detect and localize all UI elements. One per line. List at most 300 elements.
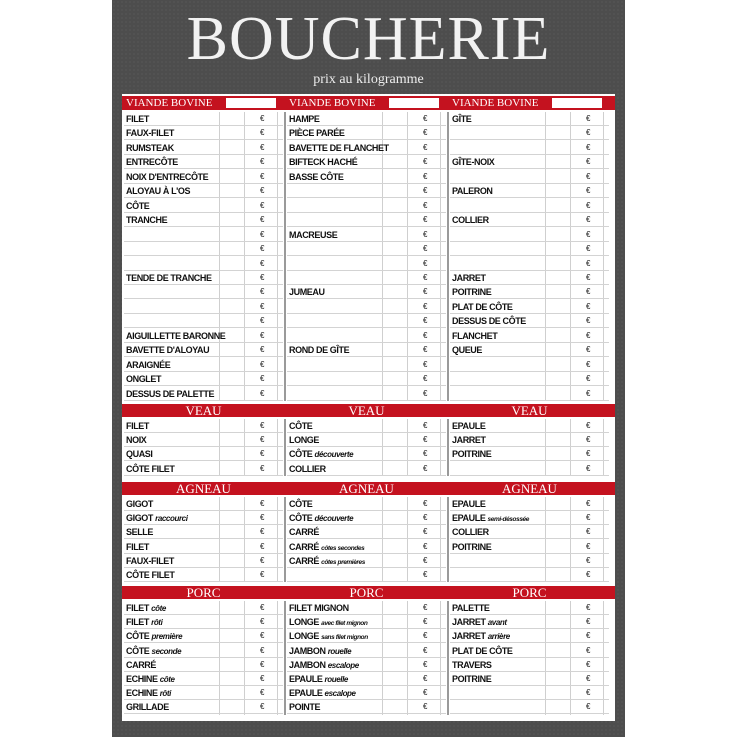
price-field[interactable]: [221, 112, 281, 125]
euro-sign: €: [260, 513, 265, 523]
price-field[interactable]: [221, 285, 281, 298]
cut-qualifier: rôti: [159, 689, 172, 699]
price-field[interactable]: [547, 419, 607, 432]
price-row: [450, 358, 609, 372]
column-divider: [284, 601, 286, 715]
euro-sign: €: [586, 374, 591, 384]
euro-sign: €: [423, 645, 428, 655]
column-divider: [284, 497, 286, 582]
cut-label: EPAULE: [452, 513, 486, 524]
cut-name: CÔTE: [126, 200, 150, 211]
price-row: [287, 314, 446, 328]
euro-sign: €: [423, 570, 428, 579]
cut-qualifier: arrière: [487, 632, 510, 642]
price-row: [450, 213, 609, 227]
price-field[interactable]: [221, 540, 281, 553]
price-field[interactable]: [384, 329, 444, 342]
price-field[interactable]: [384, 372, 444, 385]
chalkboard-poster: [112, 0, 625, 737]
price-field[interactable]: [547, 387, 607, 400]
euro-sign: €: [260, 570, 265, 579]
euro-sign: €: [586, 463, 591, 473]
price-field[interactable]: [384, 228, 444, 241]
price-field[interactable]: [221, 433, 281, 446]
price-field[interactable]: [221, 525, 281, 538]
price-field[interactable]: [221, 601, 281, 614]
price-row: [287, 433, 446, 447]
price-row: [287, 387, 446, 401]
price-row: [450, 568, 609, 582]
price-row: [450, 126, 609, 140]
cut-label: CÔTE: [289, 421, 313, 431]
price-field[interactable]: [547, 170, 607, 183]
euro-sign: €: [586, 570, 591, 579]
price-field[interactable]: [384, 700, 444, 713]
section-title: VEAU: [348, 403, 385, 418]
price-row: [287, 644, 446, 658]
price-field[interactable]: [547, 601, 607, 614]
price-row: [287, 184, 446, 198]
price-field[interactable]: [547, 447, 607, 460]
cut-label: POITRINE: [452, 449, 492, 460]
price-field[interactable]: [221, 462, 281, 475]
euro-sign: €: [260, 463, 265, 473]
price-field[interactable]: [221, 314, 281, 327]
price-field[interactable]: [547, 141, 607, 154]
price-field[interactable]: [384, 387, 444, 400]
price-field[interactable]: [384, 314, 444, 327]
price-field[interactable]: [384, 419, 444, 432]
price-field[interactable]: [384, 629, 444, 642]
price-field[interactable]: [221, 419, 281, 432]
price-row: [124, 155, 283, 169]
euro-sign: €: [260, 555, 265, 565]
price-field[interactable]: [547, 629, 607, 642]
price-row: [287, 525, 446, 539]
euro-sign: €: [423, 541, 428, 551]
price-row: [287, 497, 446, 511]
cut-name: [289, 463, 326, 475]
price-field[interactable]: [547, 511, 607, 524]
cut-qualifier: sans filet mignon: [321, 634, 368, 642]
price-field[interactable]: [384, 433, 444, 446]
price-table: [122, 94, 615, 721]
price-field[interactable]: [547, 271, 607, 284]
euro-sign: €: [586, 674, 591, 683]
price-field[interactable]: [221, 568, 281, 581]
cut-name: ONGLET: [126, 374, 162, 385]
cut-label: COLLIER: [289, 463, 326, 474]
cut-name: [126, 569, 175, 581]
cut-label: CARRÉ: [289, 541, 320, 552]
price-field[interactable]: [547, 184, 607, 197]
cut-name: BAVETTE DE FLANCHET: [289, 142, 389, 153]
price-row: [450, 644, 609, 658]
price-row: [287, 672, 446, 686]
price-field[interactable]: [384, 358, 444, 371]
price-field[interactable]: [221, 447, 281, 460]
price-row: [124, 141, 283, 155]
price-field[interactable]: [384, 184, 444, 197]
column-divider: [284, 419, 286, 476]
euro-sign: €: [586, 449, 591, 459]
price-field[interactable]: [547, 525, 607, 538]
price-field[interactable]: [221, 213, 281, 226]
price-row: [287, 601, 446, 615]
price-row: [124, 568, 283, 582]
price-row: [287, 170, 446, 184]
price-row: [287, 257, 446, 271]
cut-label: FILET: [126, 603, 149, 613]
price-row: [124, 658, 283, 672]
price-field[interactable]: [221, 329, 281, 342]
price-row: [287, 686, 446, 700]
price-field[interactable]: [384, 257, 444, 270]
price-field[interactable]: [384, 554, 444, 567]
price-field[interactable]: [384, 213, 444, 226]
cut-name: FLANCHET: [452, 330, 498, 341]
price-row: [450, 199, 609, 213]
price-field[interactable]: [547, 615, 607, 628]
price-field[interactable]: [547, 672, 607, 685]
price-field[interactable]: [221, 300, 281, 313]
price-field[interactable]: [384, 112, 444, 125]
price-field[interactable]: [221, 497, 281, 510]
price-row: [124, 497, 283, 511]
price-field[interactable]: [384, 199, 444, 212]
price-field[interactable]: [547, 554, 607, 567]
price-row: [287, 271, 446, 285]
section-header-porc: [122, 586, 615, 599]
section-title: VIANDE BOVINE: [126, 97, 213, 109]
cut-label: FILET MIGNON: [289, 603, 349, 613]
column-divider: [447, 497, 449, 582]
price-row: [124, 314, 283, 328]
price-field[interactable]: [384, 141, 444, 154]
price-row: [124, 644, 283, 658]
price-field[interactable]: [221, 199, 281, 212]
euro-sign: €: [423, 499, 428, 508]
cut-name: [452, 602, 490, 614]
price-field[interactable]: [221, 658, 281, 671]
cut-qualifier: escalope: [327, 660, 359, 670]
cut-name: PIÈCE PARÉE: [289, 128, 345, 139]
cut-label: SELLE: [126, 527, 154, 538]
euro-sign: €: [423, 287, 428, 297]
price-field[interactable]: [384, 447, 444, 460]
cut-label: CÔTE FILET: [126, 570, 175, 580]
cut-label: EPAULE: [289, 688, 323, 699]
price-row: [124, 285, 283, 299]
price-field[interactable]: [547, 462, 607, 475]
price-field[interactable]: [221, 686, 281, 699]
price-row: [287, 343, 446, 357]
price-field[interactable]: [547, 228, 607, 241]
price-row: [124, 433, 283, 447]
euro-sign: €: [586, 258, 591, 268]
price-field[interactable]: [221, 372, 281, 385]
cut-label: CARRÉ: [289, 527, 320, 538]
cut-label: ECHINE: [126, 688, 158, 699]
cut-label: CARRÉ: [126, 659, 157, 670]
euro-sign: €: [260, 142, 265, 152]
price-field[interactable]: [384, 242, 444, 255]
price-row: [124, 126, 283, 140]
cut-label: POITRINE: [452, 541, 492, 552]
price-field[interactable]: [384, 155, 444, 168]
price-field[interactable]: [221, 242, 281, 255]
price-field[interactable]: [547, 372, 607, 385]
cut-name: PALERON: [452, 186, 493, 197]
price-field[interactable]: [384, 300, 444, 313]
euro-sign: €: [423, 157, 428, 167]
section-header-agneau: [122, 482, 615, 495]
price-field[interactable]: [384, 126, 444, 139]
euro-sign: €: [423, 345, 428, 355]
section-title: VEAU: [511, 403, 548, 418]
price-field[interactable]: [384, 540, 444, 553]
poster-title: BOUCHERIE: [186, 5, 551, 73]
price-field[interactable]: [547, 213, 607, 226]
cut-name: MACREUSE: [289, 229, 338, 240]
price-field[interactable]: [547, 257, 607, 270]
price-field[interactable]: [221, 615, 281, 628]
price-field[interactable]: [221, 387, 281, 400]
euro-sign: €: [260, 688, 265, 698]
price-row: [287, 700, 446, 714]
euro-sign: €: [423, 374, 428, 384]
price-row: [450, 672, 609, 686]
cut-qualifier: rouelle: [327, 646, 352, 656]
price-field[interactable]: [221, 126, 281, 139]
price-field[interactable]: [221, 644, 281, 657]
price-field[interactable]: [384, 658, 444, 671]
cut-name: TENDE DE TRANCHE: [126, 272, 212, 283]
price-field[interactable]: [384, 511, 444, 524]
price-field[interactable]: [547, 285, 607, 298]
price-field[interactable]: [221, 672, 281, 685]
price-field[interactable]: [547, 314, 607, 327]
euro-sign: €: [260, 674, 265, 683]
cut-name: [289, 630, 368, 644]
price-field[interactable]: [547, 433, 607, 446]
cut-name: [126, 512, 188, 525]
price-field[interactable]: [221, 554, 281, 567]
cut-label: EPAULE: [452, 421, 486, 431]
euro-sign: €: [260, 435, 265, 445]
price-field[interactable]: [384, 686, 444, 699]
price-field[interactable]: [221, 271, 281, 284]
cut-name: [289, 659, 359, 672]
price-row: [124, 700, 283, 714]
euro-sign: €: [423, 463, 428, 473]
price-field[interactable]: [547, 126, 607, 139]
header-blank-box: [552, 98, 602, 108]
euro-sign: €: [423, 555, 428, 565]
price-field[interactable]: [547, 155, 607, 168]
price-field[interactable]: [547, 658, 607, 671]
euro-sign: €: [260, 702, 265, 712]
cut-name: [289, 541, 364, 555]
price-field[interactable]: [221, 343, 281, 356]
price-field[interactable]: [221, 257, 281, 270]
cut-qualifier: côte: [151, 604, 166, 613]
price-field[interactable]: [384, 525, 444, 538]
cut-name: [126, 659, 156, 671]
price-row: [287, 358, 446, 372]
price-field[interactable]: [547, 497, 607, 510]
price-row: [124, 615, 283, 629]
price-field[interactable]: [221, 511, 281, 524]
header-blank-box: [226, 98, 276, 108]
price-row: [450, 419, 609, 433]
price-row: [450, 242, 609, 256]
price-row: [287, 658, 446, 672]
price-field[interactable]: [384, 285, 444, 298]
euro-sign: €: [586, 215, 591, 225]
euro-sign: €: [260, 171, 265, 181]
price-field[interactable]: [547, 568, 607, 581]
cut-name: [452, 498, 485, 510]
cut-name: POITRINE: [452, 287, 492, 298]
price-field[interactable]: [384, 462, 444, 475]
price-field[interactable]: [384, 601, 444, 614]
price-row: [287, 629, 446, 643]
price-field[interactable]: [221, 155, 281, 168]
cut-qualifier: seconde: [151, 646, 182, 656]
euro-sign: €: [260, 200, 265, 210]
price-row: [450, 554, 609, 568]
euro-sign: €: [586, 330, 591, 340]
cut-qualifier: escalope: [324, 689, 356, 699]
price-field[interactable]: [547, 242, 607, 255]
price-row: [124, 184, 283, 198]
euro-sign: €: [423, 171, 428, 181]
cut-label: LONGE: [289, 617, 320, 628]
price-field[interactable]: [384, 343, 444, 356]
cut-name: [126, 555, 174, 567]
cut-name: [289, 673, 348, 686]
price-field[interactable]: [547, 199, 607, 212]
cut-name: QUEUE: [452, 345, 483, 356]
euro-sign: €: [260, 617, 265, 627]
price-row: [124, 387, 283, 401]
euro-sign: €: [586, 499, 591, 508]
price-field[interactable]: [384, 497, 444, 510]
euro-sign: €: [586, 272, 591, 282]
header-blank-box: [389, 98, 439, 108]
price-row: [287, 112, 446, 126]
cut-label: GRILLADE: [126, 702, 169, 713]
price-field[interactable]: [547, 644, 607, 657]
price-field[interactable]: [547, 700, 607, 713]
price-field[interactable]: [221, 700, 281, 713]
euro-sign: €: [586, 659, 591, 669]
cut-name: GÎTE: [452, 114, 472, 124]
cut-name: [126, 448, 153, 460]
cut-label: TRAVERS: [452, 659, 492, 670]
price-row: [450, 700, 609, 714]
euro-sign: €: [586, 345, 591, 355]
euro-sign: €: [423, 449, 428, 459]
price-field[interactable]: [384, 672, 444, 685]
cut-name: [289, 512, 353, 525]
price-row: [287, 213, 446, 227]
price-field[interactable]: [384, 170, 444, 183]
price-row: [450, 343, 609, 357]
price-field[interactable]: [221, 228, 281, 241]
cut-name: [126, 602, 166, 615]
cut-label: NOIX: [126, 435, 147, 446]
euro-sign: €: [423, 272, 428, 282]
price-row: [124, 419, 283, 433]
price-field[interactable]: [384, 615, 444, 628]
price-row: [450, 271, 609, 285]
euro-sign: €: [586, 229, 591, 239]
price-field[interactable]: [384, 568, 444, 581]
euro-sign: €: [423, 702, 428, 712]
euro-sign: €: [423, 659, 428, 669]
price-field[interactable]: [221, 184, 281, 197]
price-row: [124, 447, 283, 461]
cut-name: FILET: [126, 114, 149, 124]
price-field[interactable]: [547, 343, 607, 356]
price-row: [124, 329, 283, 343]
euro-sign: €: [586, 301, 591, 311]
cut-label: POITRINE: [452, 674, 492, 684]
price-field[interactable]: [384, 644, 444, 657]
price-field[interactable]: [221, 629, 281, 642]
euro-sign: €: [423, 674, 428, 683]
cut-qualifier: découverte: [314, 450, 354, 460]
price-field[interactable]: [384, 271, 444, 284]
cut-qualifier: côtes premières: [321, 558, 365, 566]
cut-label: POINTE: [289, 702, 321, 713]
euro-sign: €: [423, 421, 428, 430]
euro-sign: €: [586, 200, 591, 210]
euro-sign: €: [586, 142, 591, 152]
euro-sign: €: [586, 527, 591, 537]
price-field[interactable]: [547, 686, 607, 699]
cut-name: [126, 498, 153, 510]
price-row: [124, 242, 283, 256]
price-field[interactable]: [547, 358, 607, 371]
price-field[interactable]: [547, 329, 607, 342]
cut-name: [452, 526, 489, 538]
price-field[interactable]: [547, 540, 607, 553]
euro-sign: €: [586, 688, 591, 698]
cut-name: PLAT DE CÔTE: [452, 301, 513, 312]
price-row: [124, 343, 283, 357]
euro-sign: €: [260, 388, 265, 398]
price-row: [287, 242, 446, 256]
cut-label: CÔTE: [289, 499, 313, 509]
price-row: [287, 141, 446, 155]
price-field[interactable]: [221, 358, 281, 371]
section-title: PORC: [512, 585, 547, 600]
euro-sign: €: [423, 186, 428, 196]
price-field[interactable]: [547, 300, 607, 313]
price-row: [287, 199, 446, 213]
cut-label: JARRET: [452, 617, 486, 628]
price-field[interactable]: [547, 112, 607, 125]
euro-sign: €: [260, 229, 265, 239]
cut-name: BASSE CÔTE: [289, 171, 344, 182]
cut-name: [452, 659, 492, 671]
price-field[interactable]: [221, 170, 281, 183]
section-title: AGNEAU: [339, 481, 394, 496]
price-field[interactable]: [221, 141, 281, 154]
